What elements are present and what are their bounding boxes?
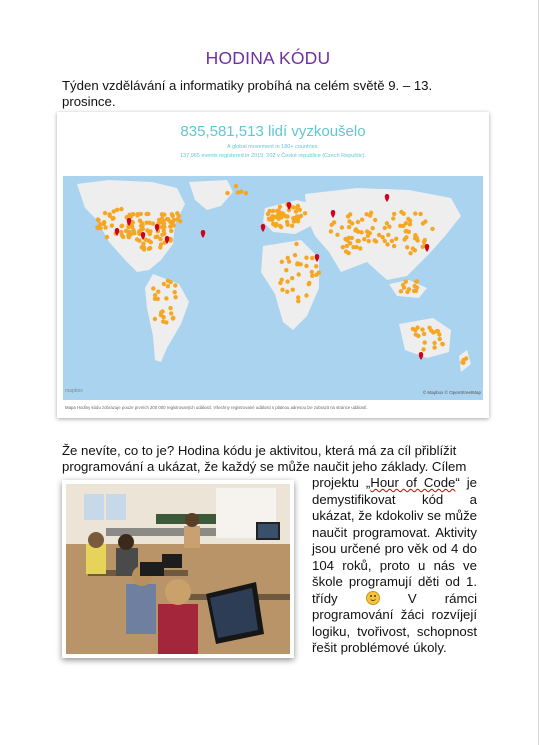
event-dot	[366, 234, 370, 238]
event-dot	[296, 299, 300, 303]
event-dot	[103, 211, 107, 215]
page-edge	[538, 0, 539, 745]
event-dot	[422, 332, 426, 336]
event-dot	[153, 317, 157, 321]
event-dot	[399, 289, 403, 293]
event-dot	[160, 233, 164, 237]
event-dot	[166, 284, 170, 288]
world-map	[57, 112, 489, 418]
event-dot	[310, 256, 314, 260]
event-dot	[129, 232, 133, 236]
event-dot	[178, 219, 182, 223]
event-dot	[416, 334, 420, 338]
event-dot	[421, 347, 425, 351]
map-footer-note: Mapa Hodiny kódu zobrazuje pouze prvních 200 000 registrovaných událostí. Všechny registrované události s platnou adresou lze zobrazit na stránce událostí.	[65, 405, 368, 410]
event-dot	[173, 295, 177, 299]
event-dot	[406, 217, 410, 221]
event-dot	[310, 274, 314, 278]
event-dot	[401, 212, 405, 216]
event-dot	[441, 342, 445, 346]
event-dot	[279, 211, 283, 215]
event-dot	[165, 217, 169, 221]
event-dot	[236, 190, 240, 194]
event-dot	[141, 242, 145, 246]
map-subtitle-2: 137,965 events registered in 2019, 202 v České republice (Czech Republic).	[180, 153, 366, 159]
event-dot	[142, 247, 146, 251]
project-description-text	[312, 475, 477, 657]
event-dot	[148, 246, 152, 250]
event-dot	[139, 224, 143, 228]
mapbox-logo: mapbox	[65, 388, 83, 394]
event-dot	[173, 290, 177, 294]
event-dot	[131, 229, 135, 233]
event-dot	[432, 345, 436, 349]
event-dot	[298, 208, 302, 212]
event-dot	[297, 272, 301, 276]
event-dot	[285, 279, 289, 283]
event-dot	[285, 214, 289, 218]
event-dot	[303, 211, 307, 215]
event-dot	[169, 229, 173, 233]
event-dot	[345, 244, 349, 248]
event-dot	[151, 286, 155, 290]
event-dot	[356, 230, 360, 234]
project-text-end: V rámci programování žáci rozvíjejí logiku, tvořivost, schopnost řešit problémové úkoly.	[312, 590, 477, 655]
event-dot	[404, 221, 408, 225]
event-dot	[374, 239, 378, 243]
event-dot	[161, 319, 165, 323]
event-dot	[244, 191, 248, 195]
event-dot	[290, 276, 294, 280]
event-dot	[413, 236, 417, 240]
event-dot	[414, 289, 418, 293]
classroom-photo-image	[66, 484, 290, 654]
event-dot	[298, 262, 302, 266]
event-dot	[172, 218, 176, 222]
event-dot	[380, 235, 384, 239]
event-dot	[341, 245, 345, 249]
event-dot	[358, 246, 362, 250]
event-dot	[278, 224, 282, 228]
explanation-line-2: programování a ukázat, že každý se může naučit jeho základy. Cílem	[62, 459, 467, 474]
event-dot	[350, 236, 354, 240]
event-dot	[164, 296, 168, 300]
event-dot	[310, 270, 314, 274]
event-dot	[147, 239, 151, 243]
event-dot	[344, 249, 348, 253]
event-dot	[153, 297, 157, 301]
event-dot	[340, 225, 344, 229]
event-dot	[145, 228, 149, 232]
event-dot	[275, 209, 279, 213]
event-dot	[296, 219, 300, 223]
event-dot	[119, 224, 123, 228]
event-dot	[329, 229, 333, 233]
event-dot	[284, 268, 288, 272]
event-dot	[278, 205, 282, 209]
event-dot	[314, 264, 318, 268]
hour-of-code-term: Hour of Code	[370, 475, 456, 490]
event-dot	[355, 239, 359, 243]
event-dot	[404, 229, 408, 233]
event-dot	[169, 311, 173, 315]
event-dot	[294, 242, 298, 246]
project-text-middle: “ je demystifikovat kód a ukázat, že kdokoliv se může naučit programovat. Aktivity jsou určené pro věk od 4 do 104 roků, proto u nás ve škole programují děti od 1. třídy	[312, 475, 477, 606]
event-dot	[119, 230, 123, 234]
event-dot	[422, 240, 426, 244]
event-dot	[175, 211, 179, 215]
event-dot	[356, 220, 360, 224]
event-dot	[421, 245, 425, 249]
event-dot	[111, 216, 115, 220]
event-dot	[373, 218, 377, 222]
event-dot	[159, 313, 163, 317]
event-dot	[266, 212, 270, 216]
event-dot	[365, 229, 369, 233]
event-dot	[413, 328, 417, 332]
event-dot	[158, 237, 162, 241]
event-dot	[330, 223, 334, 227]
event-dot	[171, 214, 175, 218]
event-dot	[168, 280, 172, 284]
event-dot	[346, 214, 350, 218]
event-dot	[367, 239, 371, 243]
event-dot	[304, 264, 308, 268]
event-dot	[437, 332, 441, 336]
event-dot	[383, 226, 387, 230]
event-dot	[414, 279, 418, 283]
event-dot	[431, 330, 435, 334]
classroom-photo	[62, 480, 294, 658]
event-dot	[280, 288, 284, 292]
event-dot	[271, 216, 275, 220]
event-dot	[411, 246, 415, 250]
event-dot	[407, 287, 411, 291]
smiley-icon	[366, 591, 380, 605]
event-dot	[392, 244, 396, 248]
event-dot	[362, 237, 366, 241]
map-attribution: © Mapbox © OpenStreetMap	[422, 390, 481, 395]
project-description	[312, 475, 477, 657]
event-dot	[408, 222, 412, 226]
event-dot	[304, 256, 308, 260]
event-dot	[391, 216, 395, 220]
event-dot	[413, 284, 417, 288]
event-dot	[173, 283, 177, 287]
event-dot	[402, 286, 406, 290]
event-dot	[307, 281, 311, 285]
event-dot	[286, 256, 290, 260]
event-dot	[130, 224, 134, 228]
event-dot	[274, 222, 278, 226]
event-dot	[405, 245, 409, 249]
event-dot	[420, 327, 424, 331]
event-dot	[115, 208, 119, 212]
event-dot	[225, 191, 229, 195]
event-dot	[95, 225, 99, 229]
event-dot	[347, 225, 351, 229]
event-dot	[413, 211, 417, 215]
event-dot	[408, 251, 412, 255]
document-title: HODINA KÓDU	[205, 48, 331, 68]
event-dot	[156, 290, 160, 294]
explanation-line-1: Že nevíte, co to je? Hodina kódu je aktivitou, která má za cíl přiblížit	[62, 443, 457, 458]
event-dot	[392, 212, 396, 216]
event-dot	[335, 233, 339, 237]
event-dot	[157, 218, 161, 222]
event-dot	[139, 212, 143, 216]
event-dot	[147, 221, 151, 225]
intro-line-1: Týden vzdělávání a informatiky probíhá na celém světě 9. – 13. prosince.	[62, 78, 433, 109]
event-dot	[96, 217, 100, 221]
event-dot	[304, 293, 308, 297]
event-dot	[126, 225, 130, 229]
event-dot	[137, 239, 141, 243]
event-dot	[102, 222, 106, 226]
project-text-start: projektu „	[312, 475, 371, 490]
event-dot	[110, 223, 114, 227]
event-dot	[383, 239, 387, 243]
event-dot	[291, 288, 295, 292]
event-dot	[293, 253, 297, 257]
event-dot	[277, 217, 281, 221]
event-dot	[105, 235, 109, 239]
map-subtitle-1: A global movement in 180+ countries.	[227, 144, 319, 150]
event-dot	[390, 239, 394, 243]
event-dot	[267, 217, 271, 221]
event-dot	[162, 282, 166, 286]
event-dot	[423, 219, 427, 223]
event-dot	[351, 245, 355, 249]
event-dot	[360, 218, 364, 222]
event-dot	[394, 237, 398, 241]
event-dot	[350, 221, 354, 225]
event-dot	[138, 219, 142, 223]
event-dot	[423, 340, 427, 344]
event-dot	[290, 224, 294, 228]
event-dot	[385, 242, 389, 246]
explanation-paragraph	[62, 443, 478, 475]
event-dot	[154, 235, 158, 239]
map-headline: 835,581,513 lidí vyzkoušelo	[180, 123, 366, 140]
event-dot	[418, 212, 422, 216]
event-dot	[460, 360, 464, 364]
event-dot	[127, 213, 131, 217]
event-dot	[168, 224, 172, 228]
event-dot	[168, 306, 172, 310]
event-dot	[438, 337, 442, 341]
event-dot	[345, 238, 349, 242]
event-dot	[119, 207, 123, 211]
event-dot	[285, 290, 289, 294]
event-dot	[387, 225, 391, 229]
event-dot	[371, 226, 375, 230]
event-dot	[432, 341, 436, 345]
hour-of-code-map	[57, 112, 489, 418]
event-dot	[317, 271, 321, 275]
event-dot	[278, 281, 282, 285]
event-dot	[160, 212, 164, 216]
event-dot	[386, 233, 390, 237]
event-dot	[402, 237, 406, 241]
event-dot	[430, 227, 434, 231]
event-dot	[296, 295, 300, 299]
event-dot	[280, 260, 284, 264]
event-dot	[171, 316, 175, 320]
event-dot	[234, 184, 238, 188]
event-dot	[144, 212, 148, 216]
event-dot	[286, 223, 290, 227]
event-dot	[368, 213, 372, 217]
